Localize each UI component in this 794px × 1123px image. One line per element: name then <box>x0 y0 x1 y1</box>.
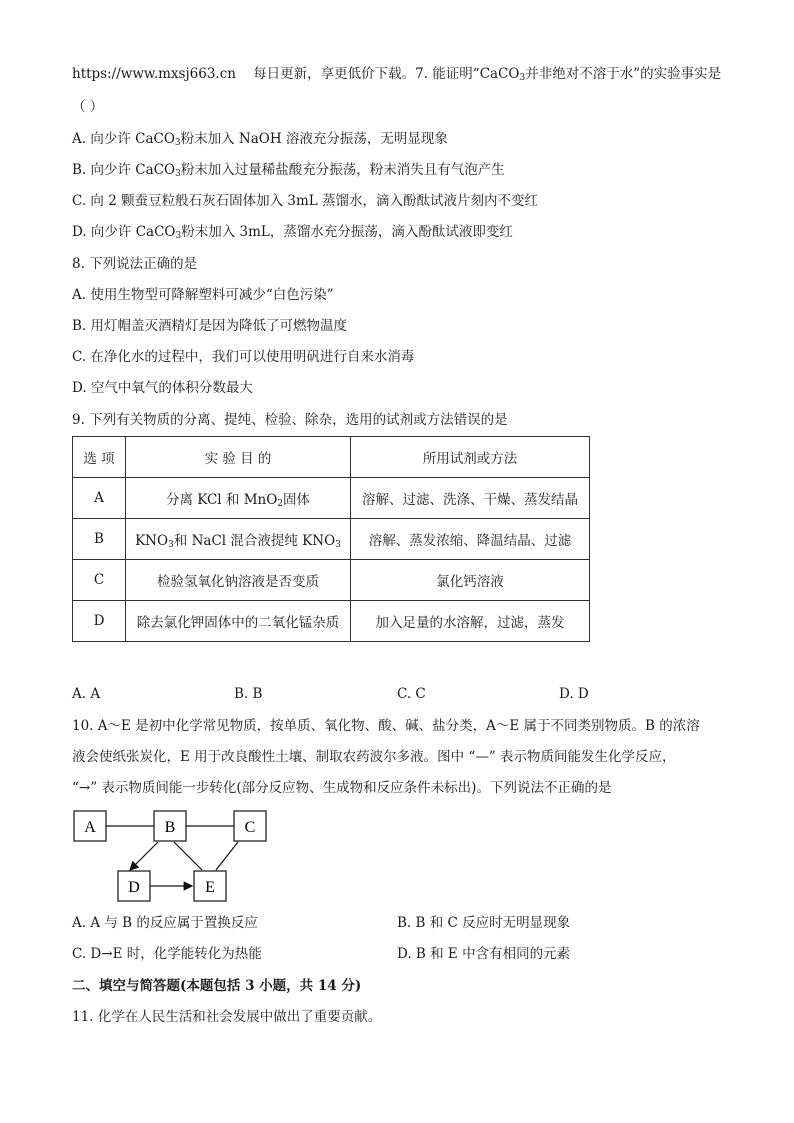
table-header-row <box>73 437 590 478</box>
q7-stem-b: 并非绝对不溶于水”的实验事实是 <box>525 66 722 82</box>
table-row <box>73 478 590 519</box>
row-purpose: 检验氢氧化钠溶液是否变质 <box>126 560 351 601</box>
q7-option-b: B. 向少许 CaCO$_3$粉末加入过量稀盐酸充分振荡，粉末消失且有气泡产生 <box>72 162 505 179</box>
header-method: 所用试剂或方法 <box>351 437 590 478</box>
row-purpose: $KNO_3$和 NaCl 混合液提纯 $KNO_3$ <box>126 519 351 560</box>
row-method: 氯化钙溶液 <box>351 560 590 601</box>
q7-option-c: C. 向 2 颗蚕豆粒般石灰石固体加入 3mL 蒸馏水，滴入酚酞试液片刻内不变红 <box>72 193 539 209</box>
node-c <box>234 811 266 841</box>
header-option: 选 项 <box>73 437 126 478</box>
header-line: https://www.mxsj663.cn 每日更新，享更低价下载。7. 能证明“CaCO$_3$并非绝对不溶于水”的实验事实是 <box>72 66 722 83</box>
slogan: 每日更新，享更低价下载。 <box>253 66 416 82</box>
svg-text:D: D <box>128 879 140 896</box>
q9-stem: 9. 下列有关物质的分离、提纯、检验、除杂，选用的试剂或方法错误的是 <box>72 412 508 428</box>
svg-text:C: C <box>244 819 256 836</box>
row-option: C <box>73 560 126 601</box>
q7-paren: （ ） <box>72 99 104 115</box>
table-row <box>73 519 590 560</box>
q9-option-c: C. C <box>397 686 426 702</box>
q10-stem-line3: “→” 表示物质间能一步转化(部分反应物、生成物和反应条件未标出)。下列说法不正确的是 <box>72 780 612 796</box>
edge-b-e <box>174 842 202 870</box>
q10-relation-diagram <box>70 808 290 902</box>
node-d <box>118 871 150 901</box>
svg-text:B: B <box>164 819 176 836</box>
q10-option-b: B. B 和 C 反应时无明显现象 <box>397 915 571 931</box>
source-url[interactable]: https://www.mxsj663.cn <box>72 66 236 82</box>
header-purpose: 实 验 目 的 <box>126 437 351 478</box>
q9-option-b: B. B <box>234 686 263 702</box>
q10-option-a: A. A 与 B 的反应属于置换反应 <box>72 915 258 931</box>
q9-option-a: A. A <box>72 686 101 702</box>
q7-option-a: A. 向少许 CaCO$_3$粉末加入 NaOH 溶液充分振荡，无明显现象 <box>72 131 448 148</box>
row-purpose: 除去氯化钾固体中的二氧化锰杂质 <box>126 601 351 642</box>
table-row <box>73 601 590 642</box>
row-option: A <box>73 478 126 519</box>
q9-table <box>72 436 590 642</box>
edge-c-e <box>216 842 238 870</box>
row-method: 溶解、过滤、洗涤、干燥、蒸发结晶 <box>351 478 590 519</box>
q10-stem-line1: 10. A～E 是初中化学常见物质，按单质、氧化物、酸、碱、盐分类，A～E 属于不同类别物质。B 的浓溶 <box>72 718 700 734</box>
table-row <box>73 560 590 601</box>
node-b <box>154 811 186 841</box>
row-option: D <box>73 601 126 642</box>
q11-stem: 11. 化学在人民生活和社会发展中做出了重要贡献。 <box>72 1009 382 1025</box>
row-method: 溶解、蒸发浓缩、降温结晶、过滤 <box>351 519 590 560</box>
node-a <box>74 811 106 841</box>
row-method: 加入足量的水溶解，过滤，蒸发 <box>351 601 590 642</box>
row-option: B <box>73 519 126 560</box>
svg-text:E: E <box>205 879 215 896</box>
q10-stem-line2: 液会使纸张炭化，E 用于改良酸性土壤、制取农药波尔多液。图中 “—” 表示物质间能发生化学反应， <box>72 749 676 765</box>
q10-option-d: D. B 和 E 中含有相同的元素 <box>397 946 571 962</box>
q8-stem: 8. 下列说法正确的是 <box>72 256 198 272</box>
section-title: 二、填空与简答题(本题包括 3 小题，共 14 分) <box>72 978 362 994</box>
q9-option-d: D. D <box>559 686 589 702</box>
row-purpose: 分离 KCl 和 MnO$_2$固体 <box>126 478 351 519</box>
arrow-b-d <box>130 842 158 870</box>
q7-option-d: D. 向少许 CaCO$_3$粉末加入 3mL，蒸馏水充分振荡，滴入酚酞试液即变红 <box>72 224 513 241</box>
q7-stem-a: 7. 能证明“CaCO <box>415 66 520 82</box>
q10-option-c: C. D→E 时，化学能转化为热能 <box>72 946 262 962</box>
svg-text:A: A <box>84 819 96 836</box>
q8-option-a: A. 使用生物型可降解塑料可减少“白色污染” <box>72 287 334 303</box>
q8-option-c: C. 在净化水的过程中，我们可以使用明矾进行自来水消毒 <box>72 349 415 365</box>
q8-option-d: D. 空气中氧气的体积分数最大 <box>72 380 253 396</box>
node-e <box>194 871 226 901</box>
q8-option-b: B. 用灯帽盖灭酒精灯是因为降低了可燃物温度 <box>72 318 348 334</box>
